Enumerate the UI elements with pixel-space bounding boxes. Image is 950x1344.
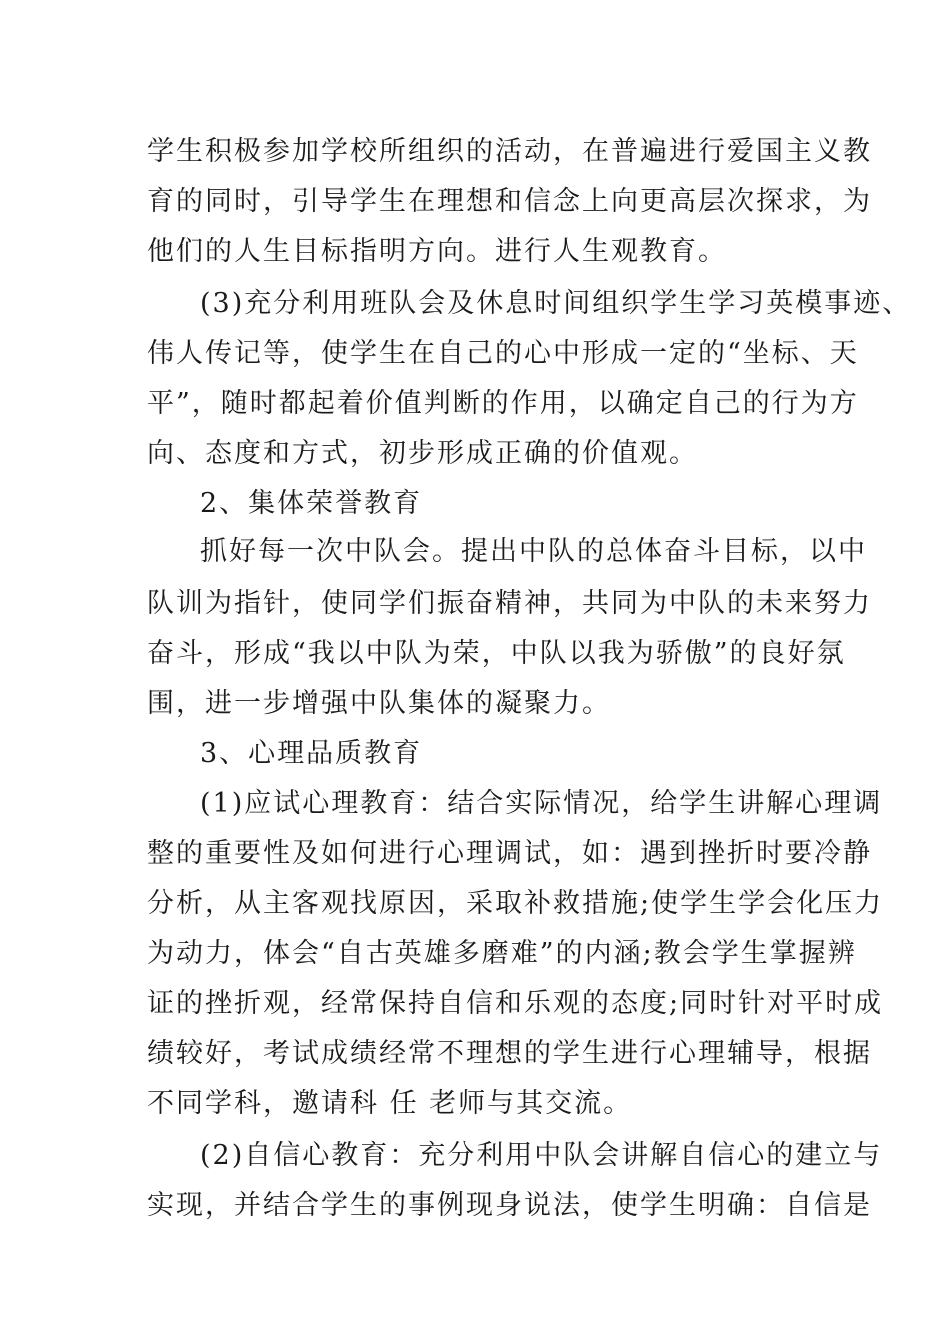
text-line: 不同学科，邀请科 任 老师与其交流。 <box>147 1088 633 1119</box>
text-line: 围，进一步增强中队集体的凝聚力。 <box>147 688 611 719</box>
text-line: (3)充分利用班队会及休息时间组织学生学习英模事迹、 <box>200 288 912 319</box>
text-line: 为动力，体会“自古英雄多磨难”的内涵;教会学生掌握辨 <box>147 938 857 969</box>
text-line: 奋斗，形成“我以中队为荣，中队以我为骄傲”的良好氛 <box>147 638 846 669</box>
text-line: 抓好每一次中队会。提出中队的总体奋斗目标，以中 <box>200 536 867 567</box>
text-line: 学生积极参加学校所组织的活动，在普遍进行爱国主义教 <box>147 136 872 167</box>
text-line: (2)自信心教育：充分利用中队会讲解自信心的建立与 <box>200 1140 883 1171</box>
text-line: 平”，随时都起着价值判断的作用，以确定自己的行为方 <box>147 388 859 419</box>
text-line: 分析，从主客观找原因，采取补救措施;使学生学会化压力 <box>147 888 884 919</box>
text-line: 证的挫折观，经常保持自信和乐观的态度;同时针对平时成 <box>147 988 884 1019</box>
text-line: 实现，并结合学生的事例现身说法，使学生明确：自信是 <box>147 1190 872 1221</box>
text-line: 向、态度和方式，初步形成正确的价值观。 <box>147 438 698 469</box>
text-line: 他们的人生目标指明方向。进行人生观教育。 <box>147 236 727 267</box>
section-heading: 3、心理品质教育 <box>200 738 423 769</box>
text-line: 育的同时，引导学生在理想和信念上向更高层次探求，为 <box>147 186 872 217</box>
text-line: 整的重要性及如何进行心理调试，如：遇到挫折时要冷静 <box>147 838 872 869</box>
text-line: (1)应试心理教育：结合实际情况，给学生讲解心理调 <box>200 788 883 819</box>
text-line: 绩较好，考试成绩经常不理想的学生进行心理辅导，根据 <box>147 1038 872 1069</box>
text-line: 伟人传记等，使学生在自己的心中形成一定的“坐标、天 <box>147 338 859 369</box>
section-heading: 2、集体荣誉教育 <box>200 488 423 519</box>
text-line: 队训为指针，使同学们振奋精神，共同为中队的未来努力 <box>147 588 872 619</box>
